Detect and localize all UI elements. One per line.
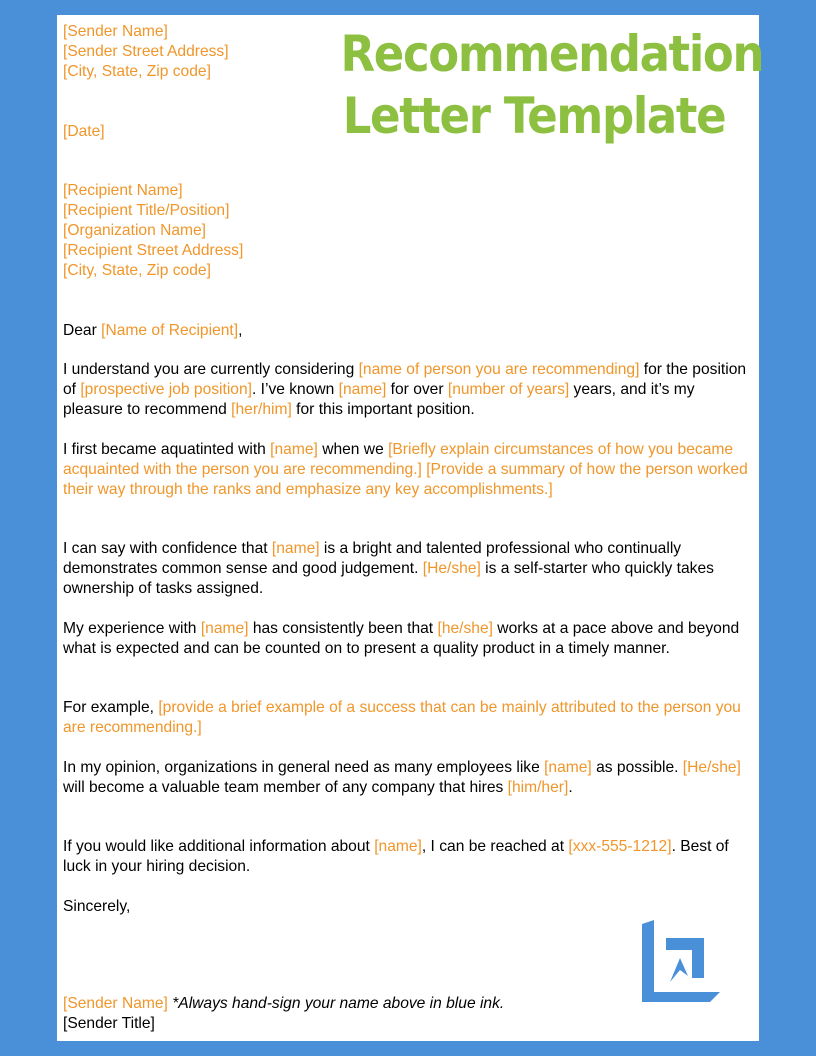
sender-street: [Sender Street Address] bbox=[63, 43, 229, 60]
signature-name: [Sender Name] bbox=[63, 995, 168, 1012]
paragraph-2 bbox=[63, 440, 757, 500]
text: for this important position. bbox=[291, 401, 475, 418]
text: In my opinion, organizations in general need as many employees like bbox=[63, 759, 545, 776]
text: will become a valuable team member of any company that hires bbox=[63, 779, 508, 796]
text: for the position of bbox=[63, 361, 747, 398]
recipient-title: [Recipient Title/Position] bbox=[63, 202, 230, 219]
text: If you would like additional information about bbox=[63, 838, 375, 855]
title-line-1: Recommendation bbox=[340, 25, 764, 83]
text: I first became aquatinted with bbox=[63, 441, 271, 458]
placeholder: [name] bbox=[270, 441, 318, 458]
text: My experience with bbox=[63, 620, 201, 637]
placeholder: [number of years] bbox=[447, 381, 570, 398]
sender-address bbox=[63, 22, 229, 82]
text: . I’ve known bbox=[251, 381, 339, 398]
date-line bbox=[63, 122, 105, 142]
text: is a self-starter who quickly takes ownership of tasks assigned. bbox=[63, 560, 714, 597]
placeholder: [name] bbox=[374, 838, 422, 855]
placeholder: [name] bbox=[200, 620, 249, 637]
paragraph-7 bbox=[63, 837, 757, 877]
letter-page bbox=[57, 15, 764, 1041]
placeholder: [name of person you are recommending] bbox=[358, 361, 640, 378]
text: , I can be reached at bbox=[421, 838, 569, 855]
salutation-dear: Dear bbox=[63, 322, 102, 339]
page-title bbox=[340, 23, 764, 147]
sender-city: [City, State, Zip code] bbox=[63, 63, 211, 80]
text: has consistently been that bbox=[248, 620, 438, 637]
text: works at a pace above and beyond what is expected and can be counted on to present a quality product in a timely manner. bbox=[63, 620, 740, 657]
placeholder: [name] bbox=[544, 759, 592, 776]
placeholder: [her/him] bbox=[231, 401, 292, 418]
placeholder: [him/her] bbox=[507, 779, 569, 796]
recipient-address bbox=[63, 181, 243, 281]
brand-logo-icon bbox=[640, 920, 722, 1002]
placeholder: [prospective job position] bbox=[80, 381, 252, 398]
placeholder: [xxx-555-1212] bbox=[568, 838, 672, 855]
paragraph-6 bbox=[63, 758, 757, 798]
text: . Best of luck in your hiring decision. bbox=[63, 838, 729, 875]
text: is a bright and talented professional who continually demonstrates common sense and good judgement. bbox=[63, 540, 682, 577]
signature-title: [Sender Title] bbox=[63, 1015, 155, 1032]
text: For example, bbox=[63, 699, 159, 716]
placeholder: [name] bbox=[271, 540, 320, 557]
signature-note: *Always hand-sign your name above in blue ink. bbox=[167, 995, 505, 1012]
text: as possible. bbox=[591, 759, 683, 776]
text: . bbox=[568, 779, 573, 796]
paragraph-4 bbox=[63, 619, 757, 659]
placeholder: [He/she] bbox=[422, 560, 481, 577]
text: when we bbox=[317, 441, 389, 458]
paragraph-5 bbox=[63, 698, 757, 738]
placeholder: [He/she] bbox=[682, 759, 741, 776]
sender-name: [Sender Name] bbox=[63, 23, 168, 40]
paragraph-3 bbox=[63, 539, 757, 599]
text: for over bbox=[386, 381, 448, 398]
date: [Date] bbox=[63, 123, 105, 140]
recipient-name: [Recipient Name] bbox=[63, 182, 183, 199]
recipient-city: [City, State, Zip code] bbox=[63, 262, 211, 279]
text: years, and it’s my pleasure to recommend bbox=[63, 381, 695, 418]
text: I understand you are currently considering bbox=[63, 361, 359, 378]
title-line-2: Letter Template bbox=[342, 87, 726, 145]
placeholder: [name] bbox=[338, 381, 387, 398]
recipient-organization: [Organization Name] bbox=[63, 222, 207, 239]
paragraph-1 bbox=[63, 360, 757, 420]
closing: Sincerely, bbox=[63, 898, 131, 915]
salutation-name: [Name of Recipient] bbox=[101, 322, 239, 339]
salutation bbox=[63, 321, 757, 341]
placeholder: [provide a brief example of a success that can be mainly attributed to the person you are recommending.] bbox=[63, 699, 741, 736]
recipient-street: [Recipient Street Address] bbox=[63, 242, 244, 259]
placeholder: [he/she] bbox=[437, 620, 493, 637]
salutation-comma: , bbox=[238, 322, 243, 339]
text: I can say with confidence that bbox=[63, 540, 272, 557]
placeholder: [Briefly explain circumstances of how you became acquainted with the person you are recommending.] [Provide a summary of how the person worked their way through the ranks and emphasize any key accomplishments.] bbox=[63, 441, 748, 498]
